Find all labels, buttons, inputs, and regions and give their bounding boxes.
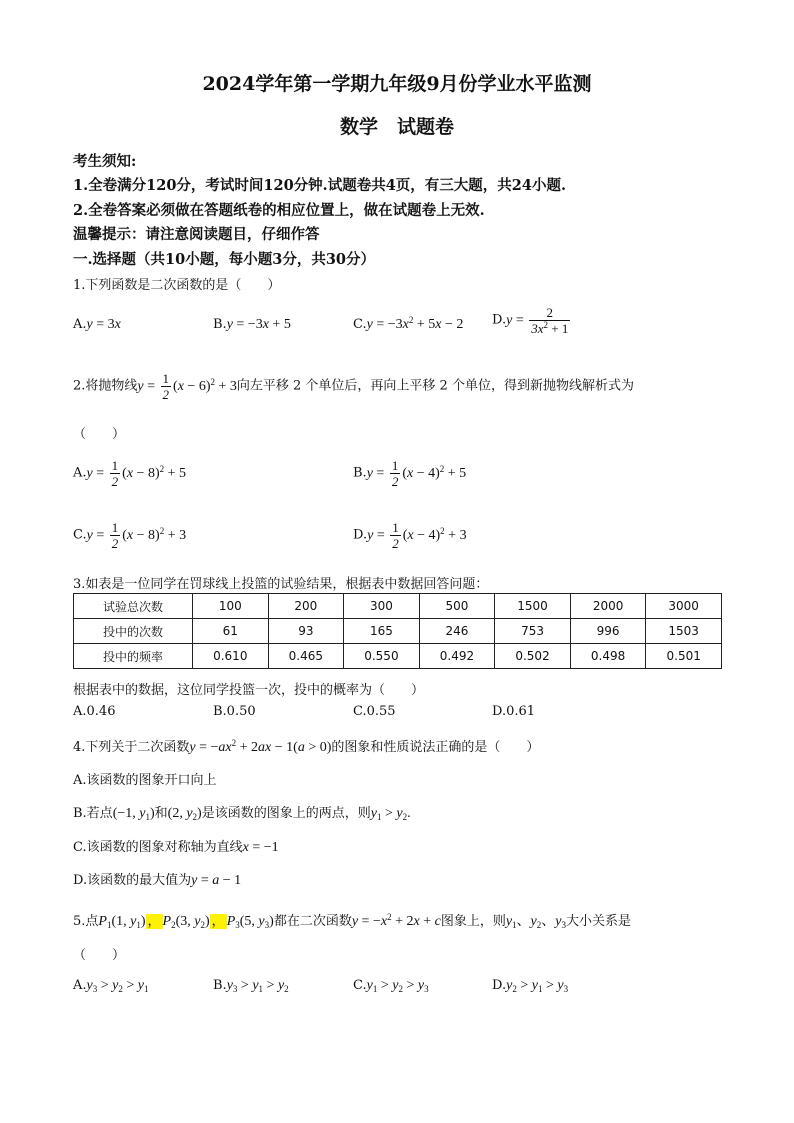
- q2-option-b: B.y = $\frac{1}{2}$ $(x - 4)^2 + 5$: [353, 458, 467, 489]
- q1-stem: 1.下列函数是二次函数的是（ ）: [73, 278, 281, 293]
- q2-option-c: C.y = $\frac{1}{2}$ $(x - 8)^2 + 3$: [73, 520, 187, 551]
- table-row-label: 投中的次数: [74, 619, 193, 644]
- q4-option-a: A.该函数的图象开口向上: [73, 773, 217, 788]
- page-subtitle: 数学 试题卷: [339, 116, 454, 138]
- table-cell: 1500: [495, 594, 571, 619]
- notice-heading: 考生须知:: [73, 153, 137, 170]
- q1-option-d: D.y = $\frac{2}{3x^2 + 1}$: [492, 305, 569, 336]
- table-cell: 0.550: [344, 644, 420, 669]
- highlight-mark: ，: [147, 914, 161, 929]
- table-cell: 0.498: [570, 644, 646, 669]
- table-cell: 0.610: [193, 644, 269, 669]
- q3-option-a: A.0.46: [73, 704, 116, 719]
- q3-option-b: B.0.50: [213, 704, 256, 719]
- q5-option-c: $C.y_1 > y_2 > y_3$: [353, 978, 429, 994]
- table-cell: 246: [419, 619, 495, 644]
- notice-line-1: 1.全卷满分120分，考试时间120分钟.试题卷共4页，有三大题，共24小题.: [73, 177, 567, 194]
- q5-stem: 5.点$P_1(1$, $y_1$) ， $P_2(3$, $y_2$) ， $P_3(5$, $y_3$)都在二次函数$y = -x^2 + 2x + c$图象上，则$y_1$、$y_2$、$y_3$大小关系是: [73, 912, 631, 930]
- table-cell: 300: [344, 594, 420, 619]
- table-cell: 165: [344, 619, 420, 644]
- table-cell: 0.501: [646, 644, 722, 669]
- table-cell: 100: [193, 594, 269, 619]
- table-cell: 500: [419, 594, 495, 619]
- q5-option-a: $A.y_3 > y_2 > y_1$: [73, 978, 149, 994]
- table-row: [74, 619, 722, 644]
- q3-data-table: [73, 593, 722, 669]
- q5-paren: （ ）: [73, 948, 126, 963]
- table-cell: 2000: [570, 594, 646, 619]
- table-cell: 996: [570, 619, 646, 644]
- q5-option-d: $D.y_2 > y_1 > y_3$: [492, 978, 569, 994]
- q3-option-c: C.0.55: [353, 704, 396, 719]
- q4-stem: 4.下列关于二次函数$y = -ax^2 + 2ax - 1(a > 0)$的图象和性质说法正确的是（ ）: [73, 738, 540, 755]
- notice-line-2: 2.全卷答案必须做在答题纸卷的相应位置上，做在试题卷上无效.: [73, 202, 485, 219]
- table-row: [74, 644, 722, 669]
- q1-option-b: B.y = −3x + 5: [213, 317, 291, 332]
- q2-option-d: D.y = $\frac{1}{2}$ $(x - 4)^2 + 3$: [353, 520, 467, 551]
- notice-reminder: 温馨提示：请注意阅读题目，仔细作答: [73, 226, 320, 243]
- page-title: 2024学年第一学期九年级9月份学业水平监测: [202, 73, 592, 95]
- table-row-label: 试验总次数: [74, 594, 193, 619]
- table-cell: 3000: [646, 594, 722, 619]
- q3-stem: 3.如表是一位同学在罚球线上投篮的试验结果，根据表中数据回答问题：: [73, 577, 489, 592]
- table-cell: 0.492: [419, 644, 495, 669]
- q1-option-c: $C.y = -3x^2 + 5x - 2$: [353, 315, 464, 332]
- table-row-label: 投中的频率: [74, 644, 193, 669]
- q2-stem: 2.将抛物线y = $\frac{1}{2}$ $(x - 6)^2 + 3$向左平移 2 个单位后，再向上平移 2 个单位，得到新抛物线解析式为: [73, 371, 634, 402]
- q5-option-b: $B.y_3 > y_1 > y_2$: [213, 978, 289, 994]
- table-cell: 0.502: [495, 644, 571, 669]
- table-row: [74, 594, 722, 619]
- q4-option-d: D.该函数的最大值为y = a − 1: [73, 873, 242, 888]
- table-cell: 200: [268, 594, 344, 619]
- highlight-mark: ，: [211, 914, 225, 929]
- table-cell: 61: [193, 619, 269, 644]
- table-cell: 753: [495, 619, 571, 644]
- section-heading: 一.选择题（共10小题，每小题3分，共30分）: [73, 251, 375, 268]
- q2-paren: （ ）: [73, 427, 126, 442]
- table-cell: 0.465: [268, 644, 344, 669]
- q4-option-c: C.该函数的图象对称轴为直线x = −1: [73, 840, 279, 855]
- q3-question: 根据表中的数据，这位同学投篮一次，投中的概率为（ ）: [73, 683, 425, 698]
- q4-option-b: B.若点(−1, $y_1$)和(2, $y_2$)是该函数的图象上的两点，则$y_1 > y_2$.: [73, 806, 411, 822]
- q2-option-a: A.y = $\frac{1}{2}$ $(x - 8)^2 + 5$: [73, 458, 187, 489]
- q1-option-a: A.y = 3x: [73, 317, 121, 332]
- q3-option-d: D.0.61: [492, 704, 536, 719]
- table-cell: 93: [268, 619, 344, 644]
- table-cell: 1503: [646, 619, 722, 644]
